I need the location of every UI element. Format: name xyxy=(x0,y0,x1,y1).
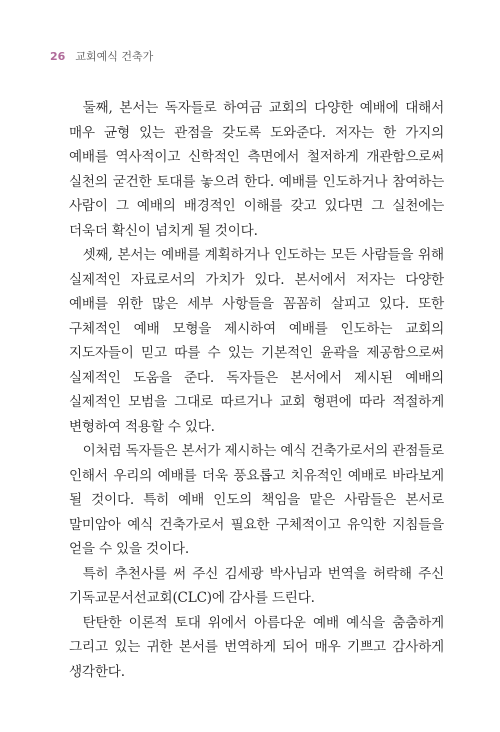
paragraph-third-point: 셋째, 본서는 예배를 계획하거나 인도하는 모든 사람들을 위해 실제적인 자료로서의 가치가 있다. 본서에서 저자는 다양한 예배를 위한 많은 세부 사항들을 꼼꼼히 살피고 있다. 또한 구체적인 예배 모형을 제시하여 예배를 인도하는 교회의 지도자들이 믿고 따를 수 있는 기본적인 윤곽을 제공함으로써 실제적인 도움을 준다. 독자들은 본서에서 제시된 예배의 실제적인 모범을 그대로 따르거나 교회 형편에 따라 적절하게 변형하여 적용할 수 있다. xyxy=(69,247,444,435)
paragraph-acknowledgement: 특히 추천사를 써 주신 김세광 박사님과 번역을 허락해 주신 기독교문서선교회(CLC)에 감사를 드린다. xyxy=(69,565,444,606)
body-text xyxy=(69,96,444,684)
paragraph-summary: 이처럼 독자들은 본서가 제시하는 예식 건축가로서의 관점들로 인해서 우리의 예배를 더욱 풍요롭고 치유적인 예배로 바라보게 될 것이다. 특히 예배 인도의 책임을 맡은 사람들은 본서로 말미암아 예식 건축가로서 필요한 구체적이고 유익한 지침들을 얻을 수 있을 것이다. xyxy=(69,443,444,557)
book-title: 교회예식 건축가 xyxy=(75,50,154,63)
running-header xyxy=(50,50,153,64)
page-number: 26 xyxy=(50,50,66,63)
paragraph-second-point: 둘째, 본서는 독자들로 하여금 교회의 다양한 예배에 대해서 매우 균형 있는 관점을 갖도록 도와준다. 저자는 한 가지의 예배를 역사적이고 신학적인 측면에서 철저하게 개관함으로써 실천의 굳건한 토대를 놓으려 한다. 예배를 인도하거나 참여하는 사람이 그 예배의 배경적인 이해를 갖고 있다면 그 실천에는 더욱더 확신이 넘치게 될 것이다. xyxy=(69,100,444,239)
paragraph-closing: 탄탄한 이론적 토대 위에서 아름다운 예배 예식을 춤춤하게 그리고 있는 귀한 본서를 번역하게 되어 매우 기쁘고 감사하게 생각한다. xyxy=(69,614,444,680)
